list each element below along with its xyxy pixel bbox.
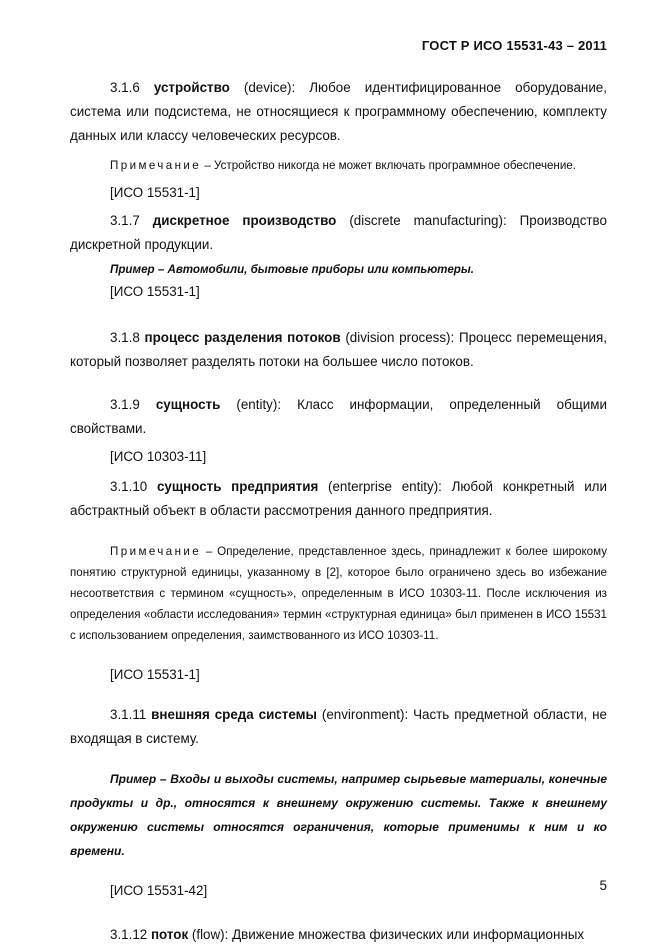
entry-number: 3.1.10 (110, 479, 148, 494)
entry-definition: (discrete manufacturing): Производство дискретной продукции. (70, 213, 607, 252)
entry-term: сущность (155, 397, 221, 412)
reference-3-1-7: [ИСО 15531-1] (110, 284, 200, 299)
entry-definition: (flow): Движение множества физических или информационных (191, 927, 585, 942)
reference-3-1-9: [ИСО 10303-11] (110, 449, 207, 464)
entry-definition: (environment): Часть предметной области, не входящая в систему. (70, 707, 607, 746)
entry-3-1-11 (70, 703, 607, 751)
entry-number: 3.1.6 (110, 80, 140, 95)
reference-3-1-10: [ИСО 15531-1] (110, 667, 200, 682)
note-3-1-6 (70, 155, 607, 176)
entry-term: процесс разделения потоков (144, 330, 341, 345)
entry-term: сущность предприятия (156, 479, 319, 494)
note-3-1-10 (70, 541, 607, 646)
entry-number: 3.1.7 (110, 213, 140, 228)
entry-3-1-10 (70, 475, 607, 523)
page-number: 5 (599, 878, 607, 893)
note-label: Примечание (110, 159, 202, 172)
entry-3-1-12 (70, 923, 607, 947)
entry-term: внешняя среда системы (151, 707, 317, 722)
entry-3-1-6 (70, 76, 607, 148)
reference-3-1-6: [ИСО 15531-1] (110, 185, 200, 200)
entry-number: 3.1.8 (110, 330, 140, 345)
entry-number: 3.1.12 (110, 927, 148, 942)
example-3-1-11: Пример – Входы и выходы системы, например сырьевые материалы, конечные продукты и др., относятся к внешнему окружению системы. Также к внешнему окружению системы относятся ограничения, которые применимы к ним и ко времени. (70, 772, 607, 858)
example-3-1-7: Пример – Автомобили, бытовые приборы или компьютеры. (110, 263, 474, 276)
note-text: – Устройство никогда не может включать программное обеспечение. (204, 159, 576, 172)
entry-term: поток (150, 927, 189, 942)
note-label: Примечание (110, 545, 202, 558)
entry-number: 3.1.11 (110, 707, 147, 722)
entry-definition: (division process): Процесс перемещения, который позволяет разделять потоки на большее число потоков. (70, 330, 607, 369)
entry-3-1-7 (70, 209, 607, 257)
entry-3-1-9 (70, 393, 607, 441)
note-text: – Определение, представленное здесь, принадлежит к более широкому понятию структурной единицы, указанному в [2], которое было ограничено здесь во избежание несоответствия с термином «сущность», определенным в ИСО 10303-11. После исключения из определения «области исследования» термин «структурная единица» был применен в ИСО 15531 с использованием определения, заимствованного из ИСО 10303-11. (70, 545, 607, 642)
entry-definition: (device): Любое идентифицированное оборудование, система или подсистема, не относящиеся к программному обеспечению, комплекту данных или классу человеческих ресурсов. (70, 80, 607, 143)
entry-term: дискретное производство (152, 213, 337, 228)
entry-definition: (enterprise entity): Любой конкретный или абстрактный объект в области рассмотрения данного предприятия. (70, 479, 607, 518)
entry-number: 3.1.9 (110, 397, 140, 412)
reference-3-1-11: [ИСО 15531-42] (110, 883, 208, 898)
page-content (70, 76, 607, 947)
entry-term: устройство (153, 80, 230, 95)
document-header: ГОСТ Р ИСО 15531-43 – 2011 (421, 38, 607, 53)
entry-3-1-8 (70, 326, 607, 374)
entry-definition: (entity): Класс информации, определенный общими свойствами. (70, 397, 607, 436)
